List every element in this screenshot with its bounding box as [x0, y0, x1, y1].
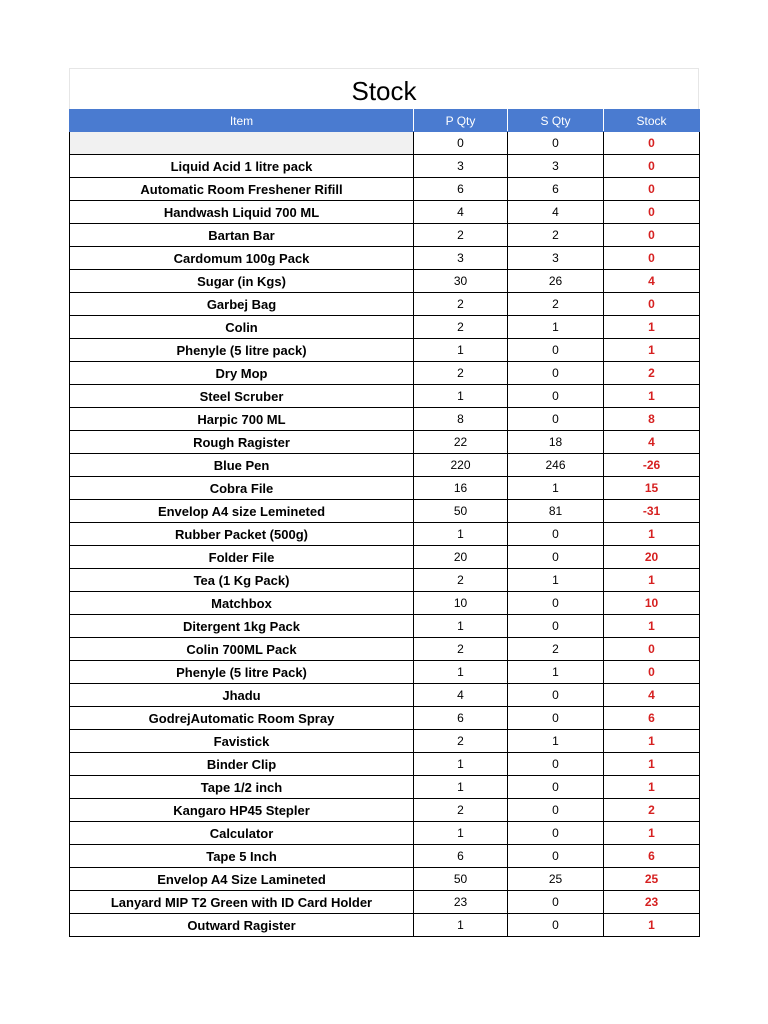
stock-cell: 8 [604, 408, 700, 431]
table-row [70, 707, 700, 730]
table-row [70, 224, 700, 247]
stock-cell: -31 [604, 500, 700, 523]
stock-cell: 25 [604, 868, 700, 891]
p-qty-cell: 2 [414, 730, 508, 753]
s-qty-cell: 1 [508, 730, 604, 753]
s-qty-cell: 1 [508, 316, 604, 339]
table-row [70, 385, 700, 408]
stock-cell: 1 [604, 914, 700, 937]
column-header-s-qty: S Qty [508, 110, 604, 132]
p-qty-cell: 22 [414, 431, 508, 454]
header-row [70, 110, 700, 132]
item-cell: Lanyard MIP T2 Green with ID Card Holder [70, 891, 414, 914]
stock-cell: 1 [604, 822, 700, 845]
item-cell: Colin 700ML Pack [70, 638, 414, 661]
table-row [70, 914, 700, 937]
table-row [70, 638, 700, 661]
p-qty-cell: 23 [414, 891, 508, 914]
s-qty-cell: 0 [508, 546, 604, 569]
s-qty-cell: 0 [508, 362, 604, 385]
item-cell: GodrejAutomatic Room Spray [70, 707, 414, 730]
item-cell: Blue Pen [70, 454, 414, 477]
table-row [70, 362, 700, 385]
item-cell: Calculator [70, 822, 414, 845]
item-cell: Automatic Room Freshener Rifill [70, 178, 414, 201]
p-qty-cell: 4 [414, 201, 508, 224]
p-qty-cell: 6 [414, 707, 508, 730]
item-cell: Garbej Bag [70, 293, 414, 316]
s-qty-cell: 0 [508, 615, 604, 638]
s-qty-cell: 2 [508, 638, 604, 661]
s-qty-cell: 0 [508, 776, 604, 799]
item-cell: Rough Ragister [70, 431, 414, 454]
p-qty-cell: 2 [414, 293, 508, 316]
p-qty-cell: 1 [414, 914, 508, 937]
item-cell: Tape 1/2 inch [70, 776, 414, 799]
p-qty-cell: 6 [414, 845, 508, 868]
stock-cell: 15 [604, 477, 700, 500]
item-cell: Harpic 700 ML [70, 408, 414, 431]
stock-sheet [69, 68, 699, 937]
stock-cell: 0 [604, 638, 700, 661]
table-row [70, 569, 700, 592]
stock-table [69, 109, 700, 937]
table-row [70, 730, 700, 753]
s-qty-cell: 0 [508, 845, 604, 868]
s-qty-cell: 25 [508, 868, 604, 891]
p-qty-cell: 220 [414, 454, 508, 477]
item-cell: Tape 5 Inch [70, 845, 414, 868]
p-qty-cell: 2 [414, 224, 508, 247]
stock-cell: 0 [604, 224, 700, 247]
s-qty-cell: 18 [508, 431, 604, 454]
s-qty-cell: 6 [508, 178, 604, 201]
s-qty-cell: 2 [508, 293, 604, 316]
table-row [70, 615, 700, 638]
p-qty-cell: 1 [414, 523, 508, 546]
item-cell: Cardomum 100g Pack [70, 247, 414, 270]
table-row [70, 753, 700, 776]
table-row [70, 316, 700, 339]
table-row [70, 891, 700, 914]
p-qty-cell: 3 [414, 155, 508, 178]
table-row [70, 661, 700, 684]
table-row [70, 477, 700, 500]
p-qty-cell: 3 [414, 247, 508, 270]
stock-cell: 0 [604, 201, 700, 224]
stock-cell: 0 [604, 293, 700, 316]
s-qty-cell: 1 [508, 661, 604, 684]
stock-cell: 6 [604, 707, 700, 730]
table-row [70, 293, 700, 316]
item-cell: Phenyle (5 litre pack) [70, 339, 414, 362]
p-qty-cell: 2 [414, 316, 508, 339]
p-qty-cell: 50 [414, 868, 508, 891]
p-qty-cell: 2 [414, 569, 508, 592]
s-qty-cell: 0 [508, 684, 604, 707]
stock-cell: 0 [604, 132, 700, 155]
stock-cell: 4 [604, 270, 700, 293]
s-qty-cell: 0 [508, 592, 604, 615]
p-qty-cell: 8 [414, 408, 508, 431]
s-qty-cell: 4 [508, 201, 604, 224]
table-row [70, 155, 700, 178]
s-qty-cell: 2 [508, 224, 604, 247]
table-row [70, 592, 700, 615]
table-row [70, 132, 700, 155]
p-qty-cell: 10 [414, 592, 508, 615]
table-row [70, 822, 700, 845]
item-cell: Outward Ragister [70, 914, 414, 937]
table-row [70, 178, 700, 201]
item-cell [70, 132, 414, 155]
item-cell: Colin [70, 316, 414, 339]
table-row [70, 201, 700, 224]
table-row [70, 546, 700, 569]
stock-cell: -26 [604, 454, 700, 477]
item-cell: Steel Scruber [70, 385, 414, 408]
table-row [70, 339, 700, 362]
table-row [70, 845, 700, 868]
s-qty-cell: 3 [508, 247, 604, 270]
table-row [70, 408, 700, 431]
p-qty-cell: 6 [414, 178, 508, 201]
p-qty-cell: 2 [414, 799, 508, 822]
table-row [70, 431, 700, 454]
column-header-p-qty: P Qty [414, 110, 508, 132]
item-cell: Rubber Packet (500g) [70, 523, 414, 546]
item-cell: Favistick [70, 730, 414, 753]
item-cell: Binder Clip [70, 753, 414, 776]
table-row [70, 500, 700, 523]
p-qty-cell: 1 [414, 615, 508, 638]
item-cell: Ditergent 1kg Pack [70, 615, 414, 638]
item-cell: Envelop A4 size Lemineted [70, 500, 414, 523]
stock-cell: 20 [604, 546, 700, 569]
stock-cell: 4 [604, 684, 700, 707]
s-qty-cell: 0 [508, 385, 604, 408]
sheet-title: Stock [69, 68, 699, 109]
item-cell: Envelop A4 Size Lamineted [70, 868, 414, 891]
s-qty-cell: 0 [508, 339, 604, 362]
column-header-item: Item [70, 110, 414, 132]
p-qty-cell: 2 [414, 638, 508, 661]
item-cell: Dry Mop [70, 362, 414, 385]
stock-cell: 0 [604, 661, 700, 684]
stock-cell: 1 [604, 523, 700, 546]
s-qty-cell: 246 [508, 454, 604, 477]
s-qty-cell: 0 [508, 523, 604, 546]
p-qty-cell: 4 [414, 684, 508, 707]
item-cell: Folder File [70, 546, 414, 569]
stock-cell: 4 [604, 431, 700, 454]
table-row [70, 776, 700, 799]
stock-cell: 1 [604, 385, 700, 408]
p-qty-cell: 16 [414, 477, 508, 500]
item-cell: Matchbox [70, 592, 414, 615]
item-cell: Sugar (in Kgs) [70, 270, 414, 293]
p-qty-cell: 30 [414, 270, 508, 293]
table-row [70, 270, 700, 293]
p-qty-cell: 1 [414, 339, 508, 362]
p-qty-cell: 1 [414, 776, 508, 799]
stock-cell: 1 [604, 753, 700, 776]
stock-cell: 6 [604, 845, 700, 868]
s-qty-cell: 0 [508, 891, 604, 914]
table-row [70, 247, 700, 270]
item-cell: Jhadu [70, 684, 414, 707]
stock-cell: 0 [604, 247, 700, 270]
p-qty-cell: 20 [414, 546, 508, 569]
table-row [70, 523, 700, 546]
s-qty-cell: 0 [508, 408, 604, 431]
s-qty-cell: 26 [508, 270, 604, 293]
s-qty-cell: 0 [508, 753, 604, 776]
s-qty-cell: 0 [508, 799, 604, 822]
stock-cell: 1 [604, 730, 700, 753]
s-qty-cell: 3 [508, 155, 604, 178]
p-qty-cell: 0 [414, 132, 508, 155]
stock-cell: 0 [604, 155, 700, 178]
s-qty-cell: 0 [508, 822, 604, 845]
s-qty-cell: 0 [508, 132, 604, 155]
stock-cell: 1 [604, 615, 700, 638]
stock-cell: 0 [604, 178, 700, 201]
stock-cell: 2 [604, 362, 700, 385]
s-qty-cell: 81 [508, 500, 604, 523]
item-cell: Bartan Bar [70, 224, 414, 247]
column-header-stock: Stock [604, 110, 700, 132]
s-qty-cell: 0 [508, 914, 604, 937]
stock-cell: 1 [604, 569, 700, 592]
item-cell: Handwash Liquid 700 ML [70, 201, 414, 224]
p-qty-cell: 1 [414, 661, 508, 684]
item-cell: Cobra File [70, 477, 414, 500]
stock-cell: 2 [604, 799, 700, 822]
s-qty-cell: 0 [508, 707, 604, 730]
s-qty-cell: 1 [508, 569, 604, 592]
p-qty-cell: 1 [414, 753, 508, 776]
table-row [70, 684, 700, 707]
item-cell: Tea (1 Kg Pack) [70, 569, 414, 592]
p-qty-cell: 1 [414, 385, 508, 408]
item-cell: Liquid Acid 1 litre pack [70, 155, 414, 178]
table-row [70, 799, 700, 822]
table-row [70, 868, 700, 891]
stock-cell: 1 [604, 316, 700, 339]
stock-cell: 1 [604, 776, 700, 799]
table-row [70, 454, 700, 477]
p-qty-cell: 50 [414, 500, 508, 523]
item-cell: Phenyle (5 litre Pack) [70, 661, 414, 684]
item-cell: Kangaro HP45 Stepler [70, 799, 414, 822]
p-qty-cell: 1 [414, 822, 508, 845]
stock-cell: 1 [604, 339, 700, 362]
stock-cell: 10 [604, 592, 700, 615]
stock-cell: 23 [604, 891, 700, 914]
p-qty-cell: 2 [414, 362, 508, 385]
s-qty-cell: 1 [508, 477, 604, 500]
